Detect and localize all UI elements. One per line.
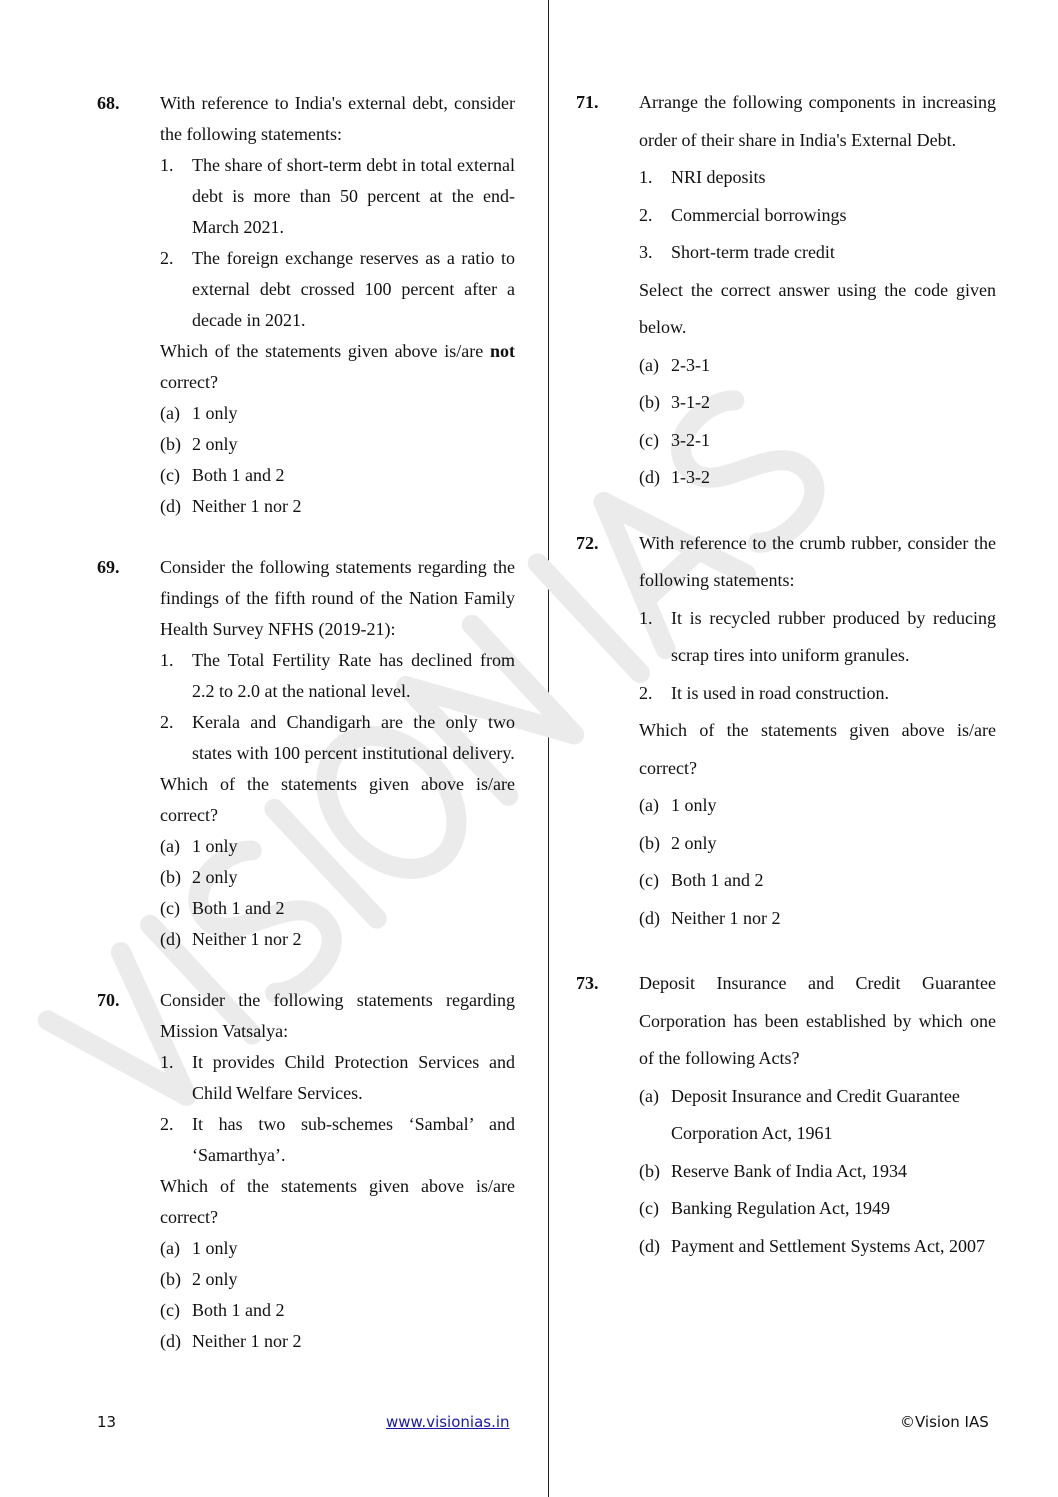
- answer-option[interactable]: [160, 491, 515, 522]
- question-number: 69.: [97, 557, 120, 577]
- option-label: (c): [639, 870, 659, 890]
- question-prompt: [639, 712, 996, 787]
- option-text: Payment and Settlement Systems Act, 2007: [671, 1235, 985, 1256]
- option-text: 2 only: [192, 1269, 238, 1289]
- answer-option[interactable]: [639, 347, 996, 385]
- statement-number: 1.: [160, 155, 174, 175]
- statement-text: NRI deposits: [671, 167, 766, 187]
- page-number: 13: [97, 1413, 117, 1431]
- option-text: Reserve Bank of India Act, 1934: [671, 1160, 907, 1181]
- statement-number: 2.: [160, 248, 174, 268]
- statement-number: 2.: [160, 712, 174, 732]
- statement-text: It has two sub-schemes ‘Sambal’ and ‘Samarthya’.: [192, 1114, 515, 1165]
- prompt-text: Select the correct answer using the code given below.: [639, 279, 996, 337]
- statement: [160, 243, 515, 336]
- right-column: [576, 84, 996, 1293]
- option-text: 3-1-2: [671, 392, 710, 412]
- question-body: [160, 985, 515, 1357]
- statement-number: 1.: [160, 1052, 174, 1072]
- statement-text: The foreign exchange reserves as a ratio to external debt crossed 100 percent after a decade in 2021.: [192, 248, 515, 330]
- stem-text: Consider the following statements regarding the findings of the fifth round of the Nation Family Health Survey NFHS (2019-21):: [160, 557, 515, 639]
- option-text: 1 only: [192, 836, 238, 856]
- stem-text: With reference to the crumb rubber, consider the following statements:: [639, 532, 996, 590]
- option-label: (c): [160, 898, 180, 918]
- option-text: Neither 1 nor 2: [192, 1331, 302, 1351]
- option-text: 2 only: [192, 434, 238, 454]
- statement-text: It provides Child Protection Services and Child Welfare Services.: [192, 1052, 515, 1103]
- option-text: Neither 1 nor 2: [192, 929, 302, 949]
- statement: [160, 1109, 515, 1171]
- copyright: ©Vision IAS: [900, 1413, 989, 1431]
- option-text: Both 1 and 2: [192, 465, 285, 485]
- answer-option[interactable]: [160, 460, 515, 491]
- option-label: (c): [639, 429, 659, 450]
- question-69: [97, 552, 515, 955]
- question-number: 71.: [576, 92, 599, 112]
- option-text: 2 only: [671, 832, 717, 853]
- option-text: 2-3-1: [671, 354, 710, 375]
- statement: [639, 234, 996, 272]
- option-text: Both 1 and 2: [192, 1300, 285, 1320]
- option-text: 1 only: [192, 403, 238, 423]
- option-label: (b): [639, 1160, 660, 1181]
- option-label: (d): [160, 929, 181, 949]
- statement-text: It is recycled rubber produced by reducing scrap tires into uniform granules.: [671, 607, 996, 665]
- statement-text: Short-term trade credit: [671, 242, 835, 262]
- option-label: (d): [639, 467, 660, 487]
- option-text: 3-2-1: [671, 429, 710, 450]
- statement: [160, 150, 515, 243]
- answer-option[interactable]: [639, 825, 996, 863]
- question-body: [639, 84, 996, 497]
- statement: [639, 600, 996, 675]
- statement-number: 2.: [639, 204, 653, 225]
- statement-text: It is used in road construction.: [671, 682, 889, 703]
- website-link[interactable]: www.visionias.in: [386, 1413, 510, 1431]
- option-text: 1-3-2: [671, 467, 710, 487]
- question-number: 70.: [97, 990, 120, 1010]
- statement-text: Kerala and Chandigarh are the only two states with 100 percent institutional delivery.: [192, 712, 515, 763]
- answer-option[interactable]: [160, 893, 515, 924]
- question-prompt: [639, 272, 996, 347]
- statement: [160, 1047, 515, 1109]
- prompt-text: Which of the statements given above is/are correct?: [160, 1176, 515, 1227]
- answer-option[interactable]: [639, 1190, 996, 1228]
- option-label: (c): [160, 465, 180, 485]
- stem-text: Deposit Insurance and Credit Guarantee Corporation has been established by which one of the following Acts?: [639, 973, 996, 1068]
- statement-number: 2.: [160, 1114, 174, 1134]
- question-number: 72.: [576, 532, 599, 553]
- option-label: (a): [160, 836, 180, 856]
- answer-option[interactable]: [639, 1153, 996, 1191]
- question-body: [160, 88, 515, 522]
- option-label: (b): [160, 867, 181, 887]
- question-body: [639, 965, 996, 1265]
- question-number: 68.: [97, 93, 120, 113]
- question-prompt: [160, 1171, 515, 1233]
- statement-text: The share of short-term debt in total external debt is more than 50 percent at the end-March 2021.: [192, 155, 515, 237]
- question-stem: [160, 985, 515, 1047]
- prompt-text: not: [489, 341, 515, 361]
- statement-text: The Total Fertility Rate has declined from 2.2 to 2.0 at the national level.: [192, 650, 515, 701]
- stem-text: Arrange the following components in increasing order of their share in India's External Debt.: [639, 92, 996, 150]
- stem-text: Consider the following statements regarding Mission Vatsalya:: [160, 990, 515, 1041]
- statement: [639, 197, 996, 235]
- answer-option[interactable]: [160, 1295, 515, 1326]
- option-label: (a): [639, 795, 659, 815]
- answer-option[interactable]: [160, 429, 515, 460]
- question-stem: [639, 965, 996, 1078]
- question-stem: [160, 88, 515, 150]
- option-label: (b): [639, 832, 660, 853]
- question-71: [576, 84, 996, 497]
- question-stem: [160, 552, 515, 645]
- option-label: (d): [639, 907, 660, 928]
- answer-option[interactable]: [639, 862, 996, 900]
- option-label: (a): [639, 1085, 659, 1106]
- question-prompt: [160, 769, 515, 831]
- option-text: Both 1 and 2: [192, 898, 285, 918]
- option-text: Both 1 and 2: [671, 870, 764, 890]
- answer-option[interactable]: [639, 422, 996, 460]
- statement: [160, 645, 515, 707]
- prompt-text: Which of the statements given above is/are correct?: [160, 774, 515, 825]
- option-label: (d): [160, 1331, 181, 1351]
- statement: [160, 707, 515, 769]
- answer-option[interactable]: [639, 459, 996, 497]
- question-body: [160, 552, 515, 955]
- stem-text: With reference to India's external debt, consider the following statements:: [160, 93, 515, 144]
- prompt-text: Which of the statements given above is/are: [160, 341, 490, 361]
- option-label: (b): [160, 1269, 181, 1289]
- statement-number: 2.: [639, 682, 653, 703]
- option-label: (a): [639, 354, 659, 375]
- option-label: (b): [160, 434, 181, 454]
- option-label: (c): [160, 1300, 180, 1320]
- answer-option[interactable]: [160, 1233, 515, 1264]
- question-73: [576, 965, 996, 1265]
- question-72: [576, 525, 996, 938]
- option-label: (d): [160, 496, 181, 516]
- question-prompt: [160, 336, 515, 398]
- answer-option[interactable]: [639, 1228, 996, 1266]
- option-text: 2 only: [192, 867, 238, 887]
- answer-option[interactable]: [160, 1326, 515, 1357]
- answer-option[interactable]: [639, 384, 996, 422]
- question-70: [97, 985, 515, 1357]
- option-label: (b): [639, 392, 660, 412]
- option-label: (a): [160, 1238, 180, 1258]
- prompt-text: correct?: [160, 372, 218, 392]
- option-label: (a): [160, 403, 180, 423]
- statement-number: 1.: [639, 167, 653, 187]
- option-text: Banking Regulation Act, 1949: [671, 1198, 890, 1218]
- statement-text: Commercial borrowings: [671, 204, 847, 225]
- question-number: 73.: [576, 973, 599, 993]
- option-text: 1 only: [671, 795, 717, 815]
- option-label: (d): [639, 1235, 660, 1256]
- statement: [639, 159, 996, 197]
- answer-option[interactable]: [639, 900, 996, 938]
- answer-option[interactable]: [160, 1264, 515, 1295]
- answer-option[interactable]: [639, 787, 996, 825]
- option-label: (c): [639, 1198, 659, 1218]
- question-body: [639, 525, 996, 938]
- question-stem: [639, 84, 996, 159]
- prompt-text: Which of the statements given above is/are correct?: [639, 720, 996, 778]
- answer-option[interactable]: [639, 1078, 996, 1153]
- option-text: Neither 1 nor 2: [671, 907, 781, 928]
- column-divider: [548, 0, 549, 1497]
- option-text: Neither 1 nor 2: [192, 496, 302, 516]
- statement-number: 1.: [160, 650, 174, 670]
- left-column: [97, 88, 515, 1387]
- option-text: Deposit Insurance and Credit Guarantee Corporation Act, 1961: [671, 1085, 960, 1143]
- statement-number: 1.: [639, 607, 653, 628]
- option-text: 1 only: [192, 1238, 238, 1258]
- statement-number: 3.: [639, 242, 653, 262]
- question-stem: [639, 525, 996, 600]
- statement: [639, 675, 996, 713]
- question-68: [97, 88, 515, 522]
- answer-option[interactable]: [160, 831, 515, 862]
- answer-option[interactable]: [160, 398, 515, 429]
- answer-option[interactable]: [160, 924, 515, 955]
- answer-option[interactable]: [160, 862, 515, 893]
